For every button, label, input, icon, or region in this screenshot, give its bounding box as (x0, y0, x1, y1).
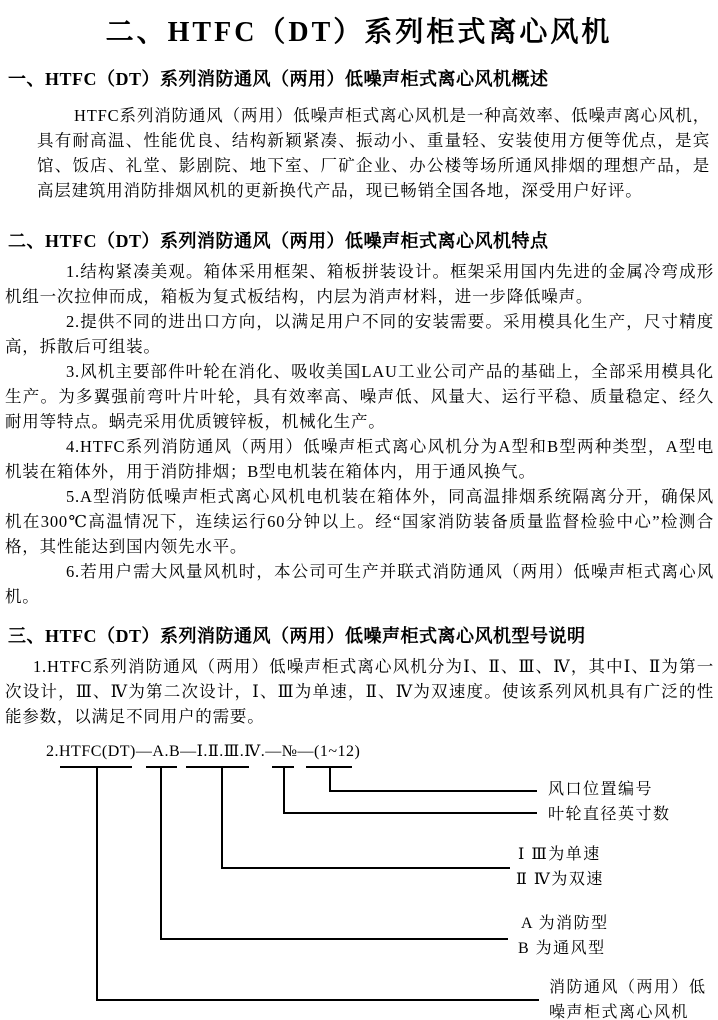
vline-design (221, 766, 223, 868)
connector-type (160, 938, 508, 940)
vline-series (96, 766, 98, 1000)
feature-item-5: 5.A型消防低噪声柜式离心风机电机装在箱体外，同高温排烟系统隔离分开，确保风机在300℃高温情况下，连续运行60分钟以上。经“国家消防装备质量监督检验中心”检测合格，其性能达到国内领先水平。 (5, 487, 714, 556)
model-code-line: 2.HTFC(DT)—A.B—Ⅰ.Ⅱ.Ⅲ.Ⅳ.—№—(1~12) (46, 743, 361, 760)
feature-item-1: 1.结构紧凑美观。箱体采用框架、箱板拼装设计。框架采用国内先进的金属冷弯成形机组一次拉伸而成，箱板为复式板结构，内层为消声材料，进一步降低噪声。 (5, 262, 714, 306)
model-number-diagram (0, 739, 718, 1020)
feature-item-4: 4.HTFC系列消防通风（两用）低噪声柜式离心风机分为A型和B型两种类型，A型电机装在箱体外，用于消防排烟；B型电机装在箱体内，用于通风换气。 (5, 437, 714, 481)
section-3-heading: 三、HTFC（DT）系列消防通风（两用）低噪声柜式离心风机型号说明 (8, 626, 586, 646)
model-series-description: 1.HTFC系列消防通风（两用）低噪声柜式离心风机分为Ⅰ、Ⅱ、Ⅲ、Ⅳ，其中Ⅰ、Ⅱ为第一次设计，Ⅲ、Ⅳ为第二次设计，Ⅰ、Ⅲ为单速，Ⅱ、Ⅳ为双速度。使该系列风机具有广泛的性能参数，以满足不同用户的需要。 (5, 657, 714, 726)
connector-series (96, 999, 539, 1001)
label-fan-name-line1: 消防通风（两用）低 (549, 979, 707, 996)
vline-type (160, 766, 162, 939)
section-1-heading: 一、HTFC（DT）系列消防通风（两用）低噪声柜式离心风机概述 (8, 69, 549, 89)
feature-item-6: 6.若用户需大风量风机时，本公司可生产并联式消防通风（两用）低噪声柜式离心风机。 (5, 562, 714, 606)
label-fan-name-line2: 噪声柜式离心风机 (549, 1004, 690, 1020)
label-single-speed: Ⅰ Ⅲ为单速 (518, 846, 601, 863)
label-impeller-diameter: 叶轮直径英寸数 (548, 806, 671, 823)
section-1-paragraph: HTFC系列消防通风（两用）低噪声柜式离心风机是一种高效率、低噪声离心风机，具有耐高温、性能优良、结构新颖紧凑、振动小、重量轻、安装使用方便等优点，是宾馆、饭店、礼堂、影剧院、地下室、厂矿企业、办公楼等场所通风排烟的理想产品，是高层建筑用消防排烟风机的更新换代产品，现已畅销全国各地，深受用户好评。 (37, 106, 710, 200)
underline-design-segment (186, 766, 249, 768)
vline-diameter (283, 766, 285, 813)
connector-diameter (283, 812, 537, 814)
feature-item-2: 2.提供不同的进出口方向，以满足用户不同的安装需要。采用模具化生产，尺寸精度高，拆散后可组装。 (5, 312, 714, 356)
vline-outlet (329, 766, 331, 791)
connector-design (221, 867, 510, 869)
label-dual-speed: Ⅱ Ⅳ为双速 (516, 871, 604, 888)
label-type-b: B 为通风型 (518, 940, 606, 957)
section-2-heading: 二、HTFC（DT）系列消防通风（两用）低噪声柜式离心风机特点 (8, 231, 549, 251)
label-outlet-position: 风口位置编号 (548, 781, 654, 798)
feature-list (0, 259, 718, 609)
page-title: 二、HTFC（DT）系列柜式离心风机 (105, 17, 613, 48)
connector-outlet (329, 790, 537, 792)
feature-item-3: 3.风机主要部件叶轮在消化、吸收美国LAU工业公司产品的基础上，全部采用模具化生产。为多翼强前弯叶片叶轮，具有效率高、噪声低、风量大、运行平稳、质量稳定、经久耐用等特点。蜗壳采用优质镀锌板，机械化生产。 (5, 362, 714, 431)
underline-type-segment (146, 766, 177, 768)
label-type-a: A 为消防型 (521, 915, 609, 932)
